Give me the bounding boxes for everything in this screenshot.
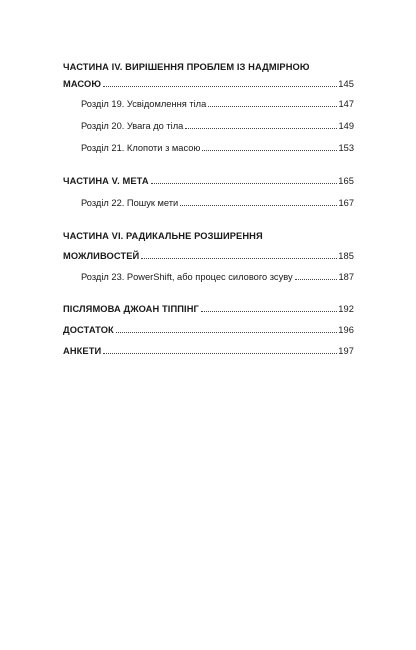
toc-entry-forms	[63, 345, 354, 357]
toc-entry-part-6	[63, 250, 354, 262]
part-6-title-text: ЧАСТИНА VI. РАДИКАЛЬНЕ РОЗШИРЕННЯ	[63, 231, 263, 241]
toc-entry-appendix	[63, 324, 354, 336]
toc-entry-part-5	[63, 175, 354, 187]
part-4-title-text: ЧАСТИНА IV. ВИРІШЕННЯ ПРОБЛЕМ ІЗ НАДМІРНОЮ	[63, 62, 310, 72]
dot-leader	[202, 150, 337, 151]
part-4-title-line2: МАСОЮ	[63, 79, 102, 89]
chapter-20-page-number: 149	[338, 121, 354, 131]
chapter-21-title: Розділ 21. Клопоти з масою	[81, 143, 201, 153]
dot-leader	[116, 332, 337, 333]
chapter-20-title: Розділ 20. Увага до тіла	[81, 121, 184, 131]
part-5-page-number: 165	[338, 176, 354, 186]
chapter-19-title: Розділ 19. Усвідомлення тіла	[81, 99, 207, 109]
chapter-22-title: Розділ 22. Пошук мети	[81, 198, 179, 208]
dot-leader	[201, 311, 337, 312]
forms-page-number: 197	[338, 346, 354, 356]
toc-entry-chapter-22	[63, 197, 354, 209]
toc-entry-chapter-23	[63, 271, 354, 283]
part-5-title: ЧАСТИНА V. МЕТА	[63, 176, 149, 186]
appendix-page-number: 196	[338, 325, 354, 335]
part-6-title-line1	[63, 230, 354, 242]
forms-title: АНКЕТИ	[63, 346, 102, 356]
dot-leader	[141, 258, 337, 259]
chapter-23-page-number: 187	[338, 272, 354, 282]
dot-leader	[185, 128, 337, 129]
appendix-title: ДОСТАТОК	[63, 325, 114, 335]
part-4-page-number: 145	[338, 79, 354, 89]
dot-leader	[295, 279, 338, 280]
chapter-23-title: Розділ 23. PowerShift, або процес силового зсуву	[81, 272, 293, 282]
toc-entry-chapter-21	[63, 142, 354, 154]
toc-entry-part-4	[63, 78, 354, 90]
toc-entry-chapter-20	[63, 120, 354, 132]
dot-leader	[103, 86, 337, 87]
afterword-title: ПІСЛЯМОВА ДЖОАН ТІППІНГ	[63, 304, 199, 314]
toc-entry-afterword	[63, 303, 354, 315]
part-6-page-number: 185	[338, 251, 354, 261]
toc-entry-chapter-19	[63, 98, 354, 110]
dot-leader	[151, 183, 338, 184]
chapter-21-page-number: 153	[338, 143, 354, 153]
chapter-19-page-number: 147	[338, 99, 354, 109]
part-6-title-line2: МОЖЛИВОСТЕЙ	[63, 251, 140, 261]
part-4-title-line1	[63, 60, 354, 74]
chapter-22-page-number: 167	[338, 198, 354, 208]
dot-leader	[208, 106, 337, 107]
dot-leader	[180, 205, 337, 206]
dot-leader	[103, 353, 337, 354]
table-of-contents	[63, 60, 354, 357]
afterword-page-number: 192	[338, 304, 354, 314]
